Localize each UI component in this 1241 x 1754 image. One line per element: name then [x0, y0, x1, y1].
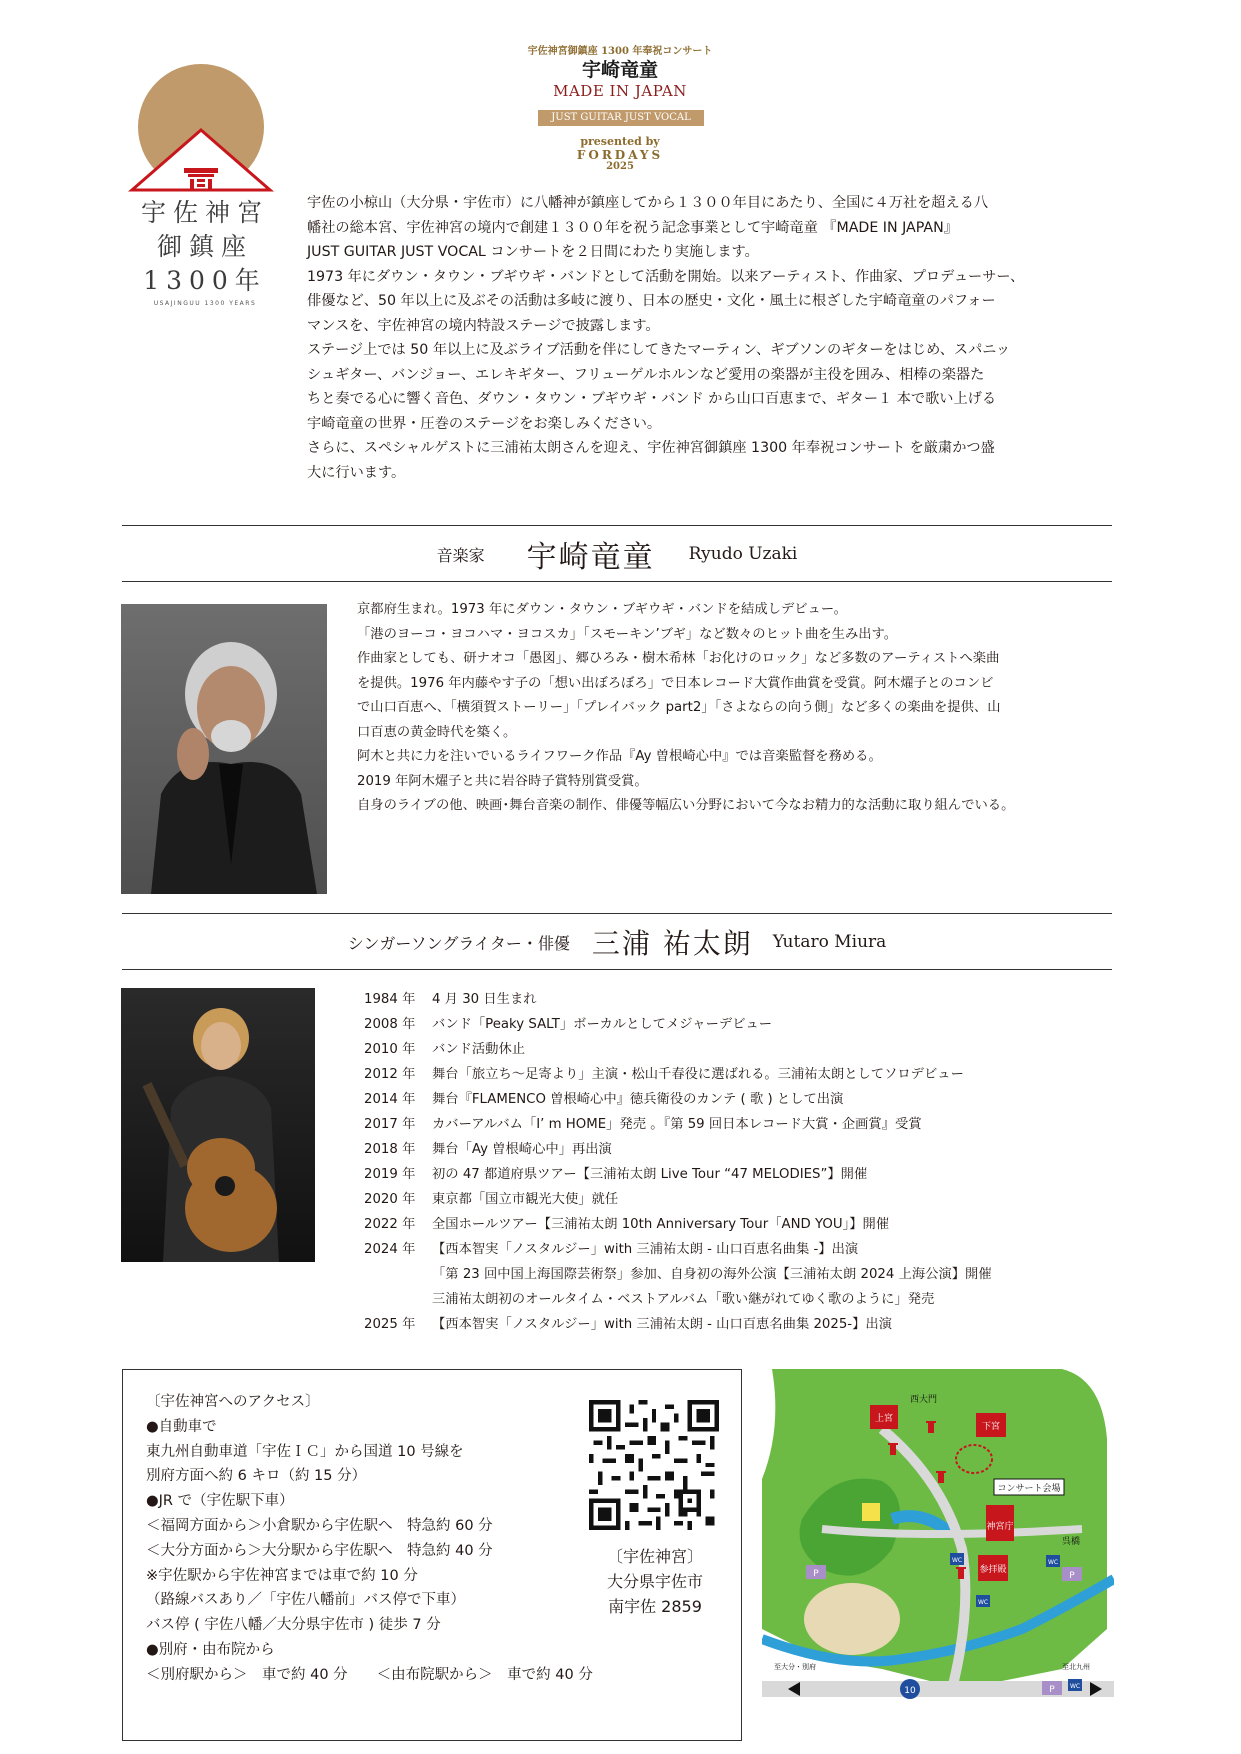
- section-divider: [122, 581, 1112, 582]
- intro-line: 幡社の総本宮、宇佐神宮の境内で創建１３００年を祝う記念事業として宇崎竜童 『MADE IN JAPAN』: [307, 219, 958, 236]
- map-label-wc: WC: [951, 1557, 963, 1564]
- career-row: [364, 1087, 1124, 1112]
- uzaki-name: 宇崎竜童: [526, 540, 655, 575]
- career-text: 初の 47 都道府県ツアー【三浦祐太朗 Live Tour “47 MELODIES”】開催: [432, 1167, 868, 1182]
- career-year: 2010 年: [364, 1042, 416, 1057]
- header-artist-name: 宇崎竜童: [581, 59, 658, 81]
- logo-line-2: 御鎮座: [156, 232, 253, 261]
- career-year: 2017 年: [364, 1117, 416, 1132]
- career-year: 2024 年: [364, 1242, 416, 1257]
- section-divider: [122, 913, 1112, 914]
- access-line: ＜別府駅から＞ 車で約 40 分 ＜由布院駅から＞ 車で約 40 分: [146, 1666, 593, 1683]
- access-map[interactable]: [762, 1369, 1114, 1711]
- map-label-sankouden: 参拝殿: [979, 1565, 1007, 1575]
- career-year: 2022 年: [364, 1217, 416, 1232]
- career-row: [364, 1312, 1124, 1337]
- career-text: 【西本智実「ノスタルジー」with 三浦祐太朗 - 山口百恵名曲集 -】出演: [432, 1242, 859, 1257]
- miura-portrait-icon: [121, 988, 315, 1262]
- miura-name-en: Yutaro Miura: [772, 932, 887, 952]
- access-line: ●別府・由布院から: [146, 1641, 275, 1658]
- miura-name: 三浦 祐太朗: [591, 927, 753, 960]
- header-just-guitar-banner: JUST GUITAR JUST VOCAL: [538, 110, 704, 126]
- map-label-parking: P: [813, 1569, 819, 1579]
- uzaki-bio: [357, 598, 1117, 819]
- access-info: [146, 1390, 593, 1688]
- map-label-kamimiya: 上宮: [874, 1414, 894, 1424]
- career-row: [364, 1162, 1124, 1187]
- career-text: 東京都「国立市観光大使」就任: [432, 1192, 619, 1207]
- miura-photo: [121, 988, 315, 1262]
- section-divider: [122, 969, 1112, 970]
- uzaki-photo: [121, 604, 327, 894]
- access-line: 東九州自動車道「宇佐ＩＣ」から国道 10 号線を: [146, 1443, 464, 1460]
- career-row: [364, 1137, 1124, 1162]
- intro-line: 宇佐の小椋山（大分県・宇佐市）に八幡神が鎮座してから１３００年目にあたり、全国に４万社を超える八: [307, 195, 989, 211]
- career-row: [364, 1237, 1124, 1262]
- access-line: ●JR で（宇佐駅下車）: [146, 1493, 294, 1510]
- career-text: 三浦祐太朗初のオールタイム・ベストアルバム「歌い継がれてゆく歌のように」発売: [432, 1292, 935, 1307]
- intro-line: 大に行います。: [307, 464, 406, 481]
- career-year: 2020 年: [364, 1192, 416, 1207]
- header-fordays: FORDAYS: [576, 148, 664, 162]
- intro-line: シュギター、バンジョー、エレキギター、フリューゲルホルンなど愛用の楽器が主役を囲み、相棒の楽器た: [307, 366, 985, 383]
- intro-text: [307, 191, 1127, 485]
- access-line: バス停 ( 宇佐八幡／大分県宇佐市 ) 徒歩 7 分: [146, 1617, 441, 1634]
- shrine-logo-icon: [124, 124, 278, 200]
- career-text: 舞台「旅立ち～足寄より」主演・松山千春役に選ばれる。三浦祐太朗としてソロデビュー: [432, 1067, 964, 1082]
- logo-line-3: 1300年: [143, 266, 267, 295]
- map-label-wc: WC: [1047, 1559, 1059, 1566]
- map-label-parking: P: [1049, 1685, 1055, 1695]
- map-label-to-oita: 至大分・別府: [774, 1663, 816, 1671]
- bio-line: 作曲家としても、研ナオコ「愚図」、郷ひろみ・樹木希林「お化けのロック」など多数のアーティストへ楽曲: [357, 651, 1000, 666]
- section-divider: [122, 525, 1112, 526]
- access-line: 別府方面へ約 6 キロ（約 15 分）: [146, 1468, 367, 1485]
- map-label-shimomiya: 下宮: [981, 1422, 1001, 1432]
- career-row: [364, 1062, 1124, 1087]
- logo-subtitle: USAJINGUU 1300 YEARS: [153, 300, 257, 307]
- career-row: [364, 1187, 1124, 1212]
- career-row: [364, 1287, 1124, 1312]
- bio-line: 阿木と共に力を注いでいるライフワーク作品『Ay 曽根崎心中』では音楽監督を務める。: [357, 749, 882, 764]
- miura-heading: [122, 916, 1112, 968]
- map-label-to-kita: 至北九州: [1062, 1663, 1090, 1671]
- career-year: 2014 年: [364, 1092, 416, 1107]
- shrine-address: [585, 1544, 725, 1619]
- career-year: 2012 年: [364, 1067, 416, 1082]
- career-row: [364, 1262, 1124, 1287]
- access-line: ＜大分方面から＞大分駅から宇佐駅へ 特急約 40 分: [146, 1542, 493, 1559]
- intro-line: ちと奏でる心に響く音色、ダウン・タウン・ブギウギ・バンド から山口百恵まで、ギター１ 本で歌い上げる: [307, 391, 997, 407]
- career-year: [364, 1287, 432, 1312]
- map-label-wc: WC: [1069, 1683, 1081, 1690]
- map-label-jinguchou: 神宮庁: [986, 1522, 1014, 1532]
- uzaki-role: 音楽家: [436, 545, 485, 565]
- map-label-concert: コンサート会場: [997, 1484, 1061, 1494]
- header-presented-by: presented by: [580, 135, 660, 148]
- address-line: 大分県宇佐市: [606, 1572, 703, 1591]
- miura-career-table: [364, 987, 1124, 1337]
- career-text: 「第 23 回中国上海国際芸術祭」参加、自身初の海外公演【三浦祐太朗 2024 上海公演】開催: [432, 1267, 992, 1282]
- career-text: カバーアルバム「I’ m HOME」発売 。『第 59 回日本レコード大賞・企画賞』受賞: [432, 1117, 922, 1132]
- career-year: 2008 年: [364, 1017, 416, 1032]
- map-label-parking: P: [1069, 1571, 1075, 1581]
- uzaki-heading: [122, 528, 1112, 580]
- access-line: ＜福岡方面から＞小倉駅から宇佐駅へ 特急約 60 分: [146, 1517, 493, 1534]
- career-text: 舞台『FLAMENCO 曽根崎心中』徳兵衛役のカンテ ( 歌 ) として出演: [432, 1092, 844, 1107]
- bio-line: 「港のヨーコ・ヨコハマ・ヨコスカ」「スモーキン’ブギ」など数々のヒット曲を生み出す。: [357, 626, 898, 642]
- career-row: [364, 1037, 1124, 1062]
- map-label-wc: WC: [977, 1599, 989, 1606]
- career-text: バンド「Peaky SALT」ボーカルとしてメジャーデビュー: [432, 1017, 773, 1032]
- address-line: 南宇佐 2859: [608, 1597, 702, 1616]
- career-row: [364, 987, 1124, 1012]
- access-line: 〔宇佐神宮へのアクセス〕: [146, 1394, 320, 1410]
- bio-line: を提供。1976 年内藤やす子の「想い出ぼろぼろ」で日本レコード大賞作曲賞を受賞。阿木燿子とのコンビ: [357, 675, 994, 691]
- intro-line: さらに、スペシャルゲストに三浦祐太朗さんを迎え、宇佐神宮御鎮座 1300 年奉祝コンサート を厳粛かつ盛: [307, 440, 995, 456]
- access-line: ●自動車で: [146, 1418, 217, 1435]
- intro-line: JUST GUITAR JUST VOCAL コンサートを２日間にわたり実施します。: [307, 244, 759, 260]
- career-text: 舞台「Ay 曽根崎心中」再出演: [432, 1142, 612, 1157]
- career-row: [364, 1112, 1124, 1137]
- header-year: 2025: [606, 161, 634, 172]
- map-route-10: 10: [904, 1686, 916, 1696]
- qr-code-icon[interactable]: [589, 1400, 719, 1530]
- miura-role: シンガーソングライター・俳優: [347, 933, 570, 953]
- career-year: 2018 年: [364, 1142, 416, 1157]
- intro-line: ステージ上では 50 年以上に及ぶライブ活動を伴にしてきたマーティン、ギブソンのギターをはじめ、スパニッ: [307, 342, 1011, 358]
- address-line: 〔宇佐神宮〕: [606, 1547, 703, 1566]
- map-label-kurehashi: 呉橋: [1062, 1537, 1081, 1547]
- bio-line: 2019 年阿木燿子と共に岩谷時子賞特別賞受賞。: [357, 773, 648, 789]
- header-made-in-japan: MADE IN JAPAN: [553, 82, 687, 100]
- access-line: （路線バスあり／「宇佐八幡前」バス停で下車）: [146, 1592, 465, 1609]
- intro-line: 俳優など、50 年以上に及ぶその活動は多岐に渡り、日本の歴史・文化・風土に根ざした宇崎竜童のパフォー: [307, 293, 996, 309]
- map-label-nishiomon: 西大門: [910, 1395, 938, 1405]
- bio-line: で山口百恵へ、「横須賀ストーリー」「プレイバック part2」「さよならの向う側」など多くの楽曲を提供、山: [357, 700, 1001, 715]
- career-text: 全国ホールツアー【三浦祐太朗 10th Anniversary Tour「AND YOU」】開催: [432, 1217, 890, 1232]
- career-year: 1984 年: [364, 992, 416, 1007]
- intro-line: 1973 年にダウン・タウン・ブギウギ・バンドとして活動を開始。以来アーティスト、作曲家、プロデューサー、: [307, 268, 1025, 285]
- uzaki-portrait-icon: [121, 604, 327, 894]
- career-text: バンド活動休止: [432, 1042, 526, 1057]
- logo-text: [140, 196, 270, 307]
- intro-line: マンスを、宇佐神宮の境内特設ステージで披露します。: [307, 317, 660, 334]
- logo-line-1: 宇佐神宮: [140, 198, 269, 227]
- bio-line: 自身のライブの他、映画･舞台音楽の制作、俳優等幅広い分野において今なお精力的な活動に取り組んでいる。: [357, 798, 1015, 813]
- intro-line: 宇崎竜童の世界・圧巻のステージをお楽しみください。: [307, 415, 662, 432]
- career-year: 2019 年: [364, 1167, 416, 1182]
- bio-line: 京都府生まれ。1973 年にダウン・タウン・ブギウギ・バンドを結成しデビュー。: [357, 602, 847, 617]
- career-text: 【西本智実「ノスタルジー」with 三浦祐太朗 - 山口百恵名曲集 2025-】出演: [432, 1317, 893, 1332]
- career-row: [364, 1212, 1124, 1237]
- access-line: ※宇佐駅から宇佐神宮までは車で約 10 分: [146, 1567, 418, 1584]
- career-text: 4 月 30 日生まれ: [432, 992, 537, 1007]
- bio-line: 口百恵の黄金時代を築く。: [357, 724, 517, 740]
- career-year: [364, 1262, 432, 1287]
- career-row: [364, 1012, 1124, 1037]
- uzaki-name-en: Ryudo Uzaki: [688, 544, 798, 564]
- concert-subtitle: 宇佐神宮御鎮座 1300 年奉祝コンサート: [527, 46, 713, 57]
- career-year: 2025 年: [364, 1317, 416, 1332]
